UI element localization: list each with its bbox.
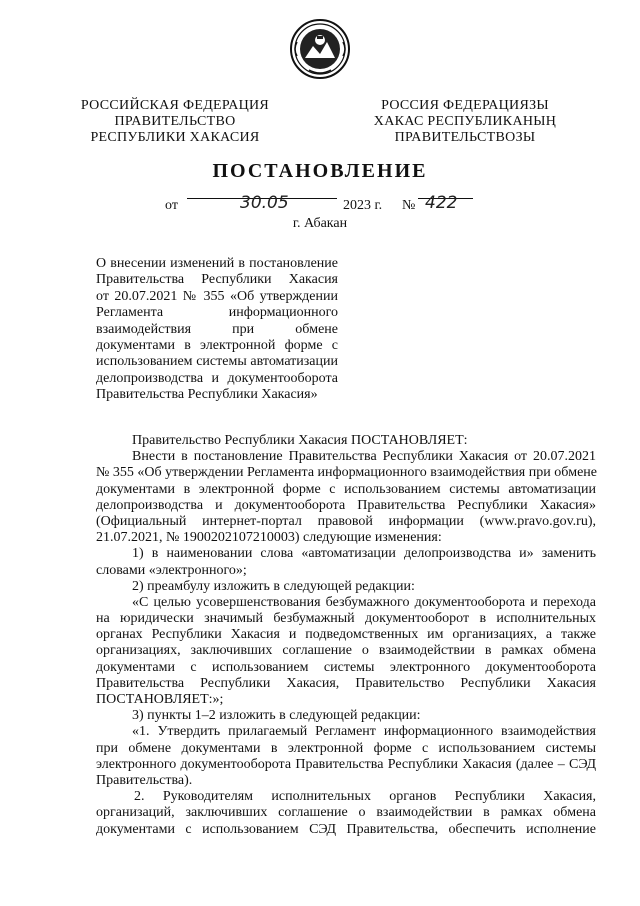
date-handwritten: 30.05 — [240, 193, 289, 213]
header-right-line: ПРАВИТЕЛЬСТВОЗЫ — [394, 130, 536, 145]
subject-line: документами в электронной форме с — [96, 338, 338, 354]
coat-of-arms-emblem — [289, 18, 351, 80]
document-title: ПОСТАНОВЛЕНИЕ — [212, 160, 428, 182]
body-line: организациях, заключивших соглашение о взаимодействии в рамках обмена — [96, 643, 596, 659]
body-line: ПОСТАНОВЛЯЕТ:»; — [96, 692, 224, 707]
number-handwritten: 422 — [425, 193, 458, 213]
body-text — [96, 433, 596, 838]
body-line: Внести в постановление Правительства Республики Хакасия от 20.07.2021 — [132, 449, 596, 465]
subject-block — [96, 256, 338, 404]
subject-line: Правительства Республики Хакасия — [96, 272, 338, 288]
body-line: 1) в наименовании слова «автоматизации делопроизводства и» заменить — [132, 546, 596, 562]
header-left-line: ПРАВИТЕЛЬСТВО — [114, 114, 236, 129]
subject-line: от 20.07.2021 № 355 «Об утверждении — [96, 288, 338, 304]
subject-line: делопроизводства и документооборота — [96, 370, 338, 386]
body-line: 2) преамбулу изложить в следующей редакции: — [132, 578, 415, 594]
body-line: Правительства). — [96, 772, 193, 788]
header-left-block — [70, 98, 280, 146]
number-sign: № — [402, 198, 416, 213]
subject-line: Регламента информационного — [96, 305, 338, 321]
body-line: документами с использованием СЭД Правительства, обеспечить исполнение — [96, 821, 596, 837]
body-line: (Официальный интернет-портал правовой информации (www.pravo.gov.ru), — [96, 513, 596, 529]
body-line: 3) пункты 1–2 изложить в следующей редакции: — [132, 708, 421, 724]
body-line: делопроизводства и документооборота Правительства Республики Хакасия» — [96, 497, 596, 513]
body-line: № 355 «Об утверждении Регламента информационного взаимодействия при обмене — [96, 465, 597, 481]
header-left-line: РОССИЙСКАЯ ФЕДЕРАЦИЯ — [80, 98, 270, 113]
body-line: «1. Утвердить прилагаемый Регламент информационного взаимодействия — [132, 724, 596, 740]
body-line: на юридически значимый безбумажный документооборот в исполнительных — [96, 611, 596, 627]
body-line: электронного документооборота Правительства Республики Хакасия (далее – СЭД — [96, 756, 596, 772]
city-label: г. Абакан — [292, 216, 348, 231]
body-line: органах Республики Хакасия и подведомственных им организациях, а также — [96, 627, 596, 643]
body-line: «С целью усовершенствования безбумажного документооборота и перехода — [132, 594, 596, 610]
body-line: Правительства Республики Хакасия, Правительство Республики Хакасия — [96, 675, 596, 691]
body-line: 2. Руководителям исполнительных органов Республики Хакасия, — [134, 789, 596, 805]
subject-line: взаимодействия при обмене — [96, 321, 338, 337]
body-line: документами в электронной форме с использованием системы автоматизации — [96, 481, 596, 497]
body-line: документами с использованием системы электронного документооборота — [96, 659, 596, 675]
year-label: 2023 г. — [343, 198, 383, 213]
header-left-line: РЕСПУБЛИКИ ХАКАСИЯ — [90, 130, 260, 145]
header-right-line: ХАКАС РЕСПУБЛИКАНЫҢ — [373, 114, 557, 129]
header-right-line: РОССИЯ ФЕДЕРАЦИЯЗЫ — [381, 98, 549, 113]
header-right-block — [360, 98, 570, 146]
body-line: организаций, заключивших соглашение о взаимодействии в рамках обмена — [96, 805, 596, 821]
subject-line: использованием системы автоматизации — [96, 354, 338, 370]
body-line: Правительство Республики Хакасия ПОСТАНОВЛЯЕТ: — [132, 433, 468, 448]
body-line: при обмене документами в электронной форме с использованием системы — [96, 740, 596, 756]
subject-line: Правительства Республики Хакасия» — [96, 387, 318, 403]
body-line: 21.07.2021, № 1900202107210003) следующие изменения: — [96, 530, 442, 546]
subject-line: О внесении изменений в постановление — [96, 256, 338, 271]
body-line: словами «электронного»; — [96, 562, 247, 578]
date-prefix: от — [165, 198, 178, 213]
